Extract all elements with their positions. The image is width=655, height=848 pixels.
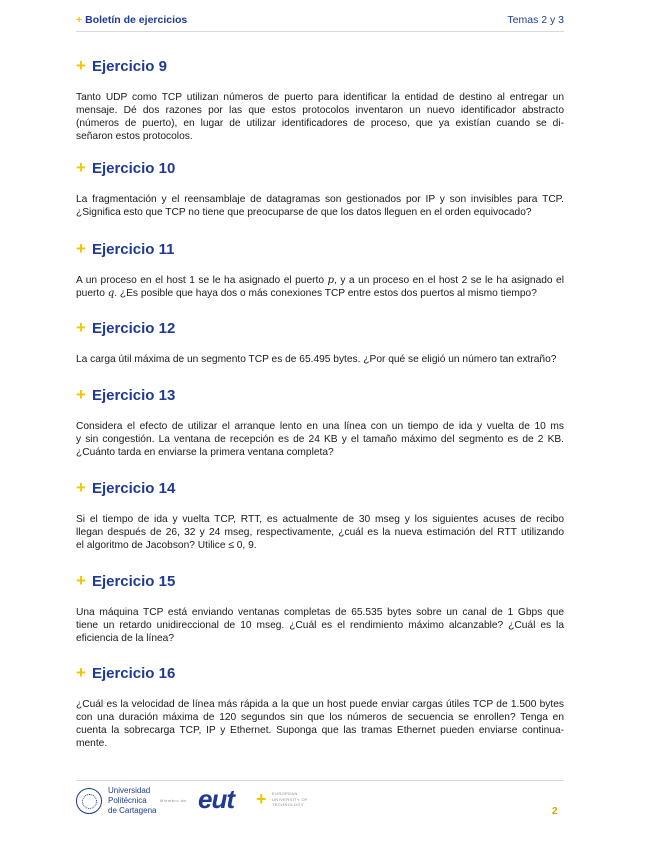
- eut-logo: [160, 784, 330, 814]
- exercise-12: [76, 319, 564, 366]
- footer-divider: [76, 780, 564, 781]
- exercise-title: [76, 479, 564, 499]
- text-line: cuenta la sobrecarga TCP, IP y Ethernet. Suponga que las tramas Ethernet pueden enviarse continua-: [76, 725, 564, 736]
- upct-line: Politécnica: [108, 796, 147, 805]
- text-line: [76, 274, 564, 287]
- page-header: [76, 14, 564, 30]
- text-line: [76, 287, 564, 300]
- eut-member-label: Miembro de:: [160, 798, 188, 803]
- exercise-11: [76, 240, 564, 300]
- exercise-text: [76, 193, 564, 219]
- text-line: llegan después de 26, 32 y 24 mseg, respectivamente, ¿cuál es la nueva estimación del RTT utilizando: [76, 527, 564, 538]
- text-segment: , y a un proceso en el host 2 se le ha asignado el: [334, 275, 564, 286]
- text-segment: . ¿Es posible que haya dos o más conexiones TCP entre estos dos puertos al mismo tiempo?: [114, 288, 537, 299]
- text-line: señaron estos protocolos.: [76, 131, 193, 142]
- exercise-13: [76, 386, 564, 459]
- document-title: [76, 14, 187, 26]
- exercise-text: [76, 606, 564, 645]
- exercise-title-text: Ejercicio 12: [91, 320, 176, 337]
- eut-desc-line: EUROPEAN: [272, 791, 298, 796]
- text-line: el algoritmo de Jacobson? Utilice ≤ 0, 9.: [76, 540, 257, 551]
- text-line: ¿Significa esto que TCP no tiene que preocuparse de que los datos lleguen en el orden equivocado?: [76, 207, 532, 218]
- exercise-text: [76, 353, 564, 366]
- page-number: 2: [552, 806, 558, 817]
- exercise-16: [76, 664, 564, 750]
- exercise-title: [76, 240, 564, 260]
- plus-icon: +: [76, 157, 86, 177]
- exercise-text: [76, 420, 564, 459]
- port-variable-p: p: [327, 275, 335, 286]
- text-line: (números de puerto), en lugar de utilizar identificadores de proceso, que ya existían cuando se di-: [76, 118, 564, 129]
- text-line: tiene un retardo unidireccional de 10 mseg. ¿Cuál es el rendimiento máximo alcanzable? ¿Cuál es la: [76, 620, 564, 631]
- plus-icon: +: [76, 55, 86, 75]
- header-divider: [76, 31, 564, 32]
- text-line: Si el tiempo de ida y vuelta TCP, RTT, es actualmente de 30 mseg y los siguientes acuses de recibo: [76, 514, 564, 525]
- text-line: Una máquina TCP está enviando ventanas completas de 65.535 bytes sobre un canal de 1 Gbps que: [76, 607, 564, 618]
- text-line: La carga útil máxima de un segmento TCP es de 65.495 bytes. ¿Por qué se eligió un número tan extraño?: [76, 354, 557, 365]
- text-line: mensaje. Dé dos razones por las que estos protocolos inventaron un nuevo identificador abstracto: [76, 105, 564, 116]
- plus-icon: +: [76, 384, 86, 404]
- eut-desc-line: UNIVERSITY OF: [272, 796, 308, 802]
- exercise-text: [76, 698, 564, 750]
- document-title-text: Boletín de ejercicios: [85, 14, 188, 26]
- text-line: con una duración máxima de 120 segundos sin que los números de secuencia se enrollen? Tenga en: [76, 712, 564, 723]
- plus-icon: +: [256, 789, 267, 809]
- eut-wordmark: eut: [198, 784, 234, 814]
- exercise-9: [76, 57, 564, 143]
- exercise-title-text: Ejercicio 13: [91, 387, 176, 404]
- text-segment: A un proceso en el host 1 se le ha asignado el puerto: [76, 275, 328, 286]
- text-line: La fragmentación y el reensamblaje de datagramas son gestionados por IP y son invisibles para TCP.: [76, 194, 564, 205]
- text-line: y sin congestión. La ventana de recepción es de 24 KB y el tamaño máximo del segmento es de 2 KB.: [76, 434, 564, 445]
- exercise-14: [76, 479, 564, 552]
- exercise-title-text: Ejercicio 11: [91, 241, 175, 258]
- exercise-15: [76, 572, 564, 645]
- port-variable-q: q: [107, 288, 115, 299]
- text-line: eficiencia de la línea?: [76, 633, 174, 644]
- exercise-title: [76, 319, 564, 339]
- exercise-title-text: Ejercicio 9: [91, 58, 167, 75]
- plus-icon: +: [76, 570, 86, 590]
- exercise-title: [76, 57, 564, 77]
- eut-description: [272, 791, 308, 808]
- text-line: Considera el efecto de utilizar el arranque lento en una línea con un tiempo de ida y vuelta de 10 ms: [76, 421, 564, 432]
- plus-icon: +: [76, 317, 86, 337]
- exercise-text: [76, 91, 564, 143]
- text-line: Tanto UDP como TCP utilizan números de puerto para identificar la entidad de destino al entregar un: [76, 92, 564, 103]
- exercise-text: [76, 513, 564, 552]
- text-segment: puerto: [76, 288, 108, 299]
- exercise-title: [76, 386, 564, 406]
- topics-label: Temas 2 y 3: [507, 14, 564, 26]
- plus-icon: +: [76, 14, 83, 26]
- exercise-title-text: Ejercicio 15: [91, 573, 176, 590]
- upct-line: Universidad: [108, 786, 151, 795]
- university-seal-icon: [76, 788, 102, 814]
- exercise-10: [76, 159, 564, 219]
- upct-logo-text: [108, 786, 156, 816]
- exercise-title: [76, 664, 564, 684]
- eut-desc-line: TECHNOLOGY: [272, 802, 305, 807]
- exercise-title-text: Ejercicio 16: [91, 665, 176, 682]
- exercise-title-text: Ejercicio 14: [91, 480, 176, 497]
- text-line: ¿Cuál es la velocidad de línea más rápida a la que un host puede enviar cargas útiles TCP de 1.500 bytes: [76, 699, 564, 710]
- plus-icon: +: [76, 477, 86, 497]
- text-line: mente.: [76, 738, 108, 749]
- plus-icon: +: [76, 662, 86, 682]
- plus-icon: +: [76, 238, 86, 258]
- text-line: ¿Cuánto tarda en enviarse la primera ventana completa?: [76, 447, 334, 458]
- exercise-text: [76, 274, 564, 300]
- upct-line: de Cartagena: [108, 806, 157, 815]
- exercise-title: [76, 572, 564, 592]
- exercise-title: [76, 159, 564, 179]
- exercise-title-text: Ejercicio 10: [91, 160, 176, 177]
